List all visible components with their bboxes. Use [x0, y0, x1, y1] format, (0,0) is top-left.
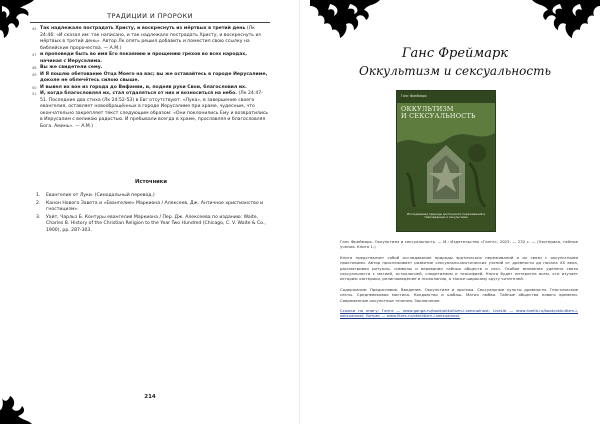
cover-blurb: Исследование природы эротических переживаний в тайноведении и оккультизме — [406, 212, 486, 220]
running-head: ТРАДИЦИИ И ПРОРОКИ — [107, 12, 193, 20]
verse — [32, 72, 270, 85]
source-item — [36, 201, 268, 214]
book-author: Ганс Фреймарк — [401, 46, 509, 61]
corner-ornament-bottom-left — [0, 382, 40, 424]
cover-author: Ганс Фреймарк — [401, 94, 427, 98]
source-item — [36, 193, 268, 200]
book-title: Оккультизм и сексуальность — [358, 64, 552, 78]
verse-bold-text: И вывел их вон из города до Вифании, и, подняв руки Свои, благословил их. — [40, 84, 247, 90]
verse-commentary: (Лк 24:47-51. Последние два стиха (Лк 24:52-53) в Евг отсутствуют. «Лука», в завершение своего евангелия, оставляет новообращённых в городе Иерусалиме при храме, чудесным, что окончательно закрепляет текст следующим образом: «Они поклонились Ему и возвратились в Иерусалим с великою радостью. И пребывали всегда в храме, прославляя и благословляя Бога. Аминь». — А.М.) — [40, 91, 269, 129]
sources-list — [36, 193, 268, 236]
verse-commentary: (Лк 24:46: «И сказал им: так написано, и так надлежало пострадать Христу, и воскреснуть из мёртвых в третий день». Автор Лк опять решил добавить и поместил свою ссылку на библейские пророчества. — А.М.) — [40, 26, 261, 51]
header-rule — [30, 22, 270, 23]
verse-bold-text: И Я пошлю обетование Отца Моего на вас; вы же оставайтесь в городе Иерусалиме, доколе не облечётесь силою свыше. — [40, 71, 268, 83]
right-page — [300, 0, 600, 424]
source-number: 2. — [36, 200, 41, 206]
verse-number: 51 — [32, 92, 37, 96]
source-text: Уайт, Чарльз Б. Контуры евангелия Маркиона / Пер. Дж. Алексеева по изданию: Waite, Charles B. History of the Christian Religion to the Year Two Hundred (Chicago, C. V. Waite & Co., 1900), pp. 287-303. — [46, 214, 266, 233]
source-text: Евангелие от Луки. (Синодальный перевод.) — [46, 193, 155, 198]
cover-title — [401, 106, 491, 120]
corner-ornament-top-right — [532, 0, 600, 40]
verse — [32, 26, 270, 52]
verse-bold-text: И, когда благословлял их, стал отдаляться от них и возноситься на небо. — [40, 91, 237, 96]
scripture-text — [32, 26, 270, 130]
description-paragraph: Ганс Фреймарк. Оккультизм и сексуальность. — М.: Издательство «Ганга», 2025. — 232 с. — (Эзотерика, тайные учения. Книга 1.) — [340, 239, 578, 250]
verse-number: 50 — [32, 85, 37, 90]
corner-ornament-top-center — [310, 0, 380, 38]
description-paragraph: Содержание: Предисловие. Введение. Оккультизм и эротика. Сексуальные культы древности. Гностические секты. Средневековая мистика. Колдовство и шабаш. Магия любви. Тайные общества нового времени. Современные оккультные течения. Заключение. — [340, 286, 578, 303]
page-number: 214 — [144, 394, 156, 400]
source-number: 1. — [36, 193, 41, 198]
verse-bold-text: и проповеди быть во имя Его покаянию и прощению грехов во всех народах, начиная с Иерусалима. — [40, 52, 248, 64]
cover-title-line: И СЕКСУАЛЬНОСТЬ — [401, 112, 476, 120]
cover-title-line: ОККУЛЬТИЗМ — [401, 105, 454, 113]
verse-number: 45 — [32, 27, 37, 31]
sources-heading: Источники — [135, 179, 167, 185]
book-description — [340, 239, 578, 324]
verse-bold-text: Вы же свидетели сему. — [40, 65, 103, 70]
source-text: Канон Нового Завета и «Евангелие» Маркиона / Алексеев, Дж. Античное христианство и гностицизм». — [46, 200, 264, 213]
source-item — [36, 215, 268, 235]
verse-bold-text: Так надлежало пострадать Христу, и воскреснуть из мёртвых в третий день — [40, 26, 246, 31]
description-links[interactable]: Ссылки на книгу: Ганга — www.ganga.ru/book/okkultizm-i-seksualnost; LiveLib — www.livelib.ru/book/okkultizm-i-seksualnost; Литрес — www.litres.ru/okkultizm-i-seksualnost. — [340, 308, 578, 319]
verse-number: 48 — [32, 66, 37, 70]
description-paragraph: Книга представляет собой исследование природы эротических переживаний и их связи с оккультными практиками. Автор прослеживает развитие сексуально-мистических учений от древности до начала XX века, рассматривая ритуалы, символы и верования тайных обществ и сект. Особое внимание уделено связи сексуальности с магией, астрологией, спиритизмом и теософией. Книга будет интересна всем, кто изучает историю эзотерики, религиоведение и психологию, а также широкому кругу читателей. — [340, 254, 578, 282]
verse — [32, 52, 270, 65]
verse-number: 49 — [32, 72, 37, 77]
source-number: 3. — [36, 214, 41, 220]
book-cover[interactable] — [396, 90, 496, 232]
verse — [32, 91, 270, 130]
verse-number: 47 — [32, 53, 37, 57]
